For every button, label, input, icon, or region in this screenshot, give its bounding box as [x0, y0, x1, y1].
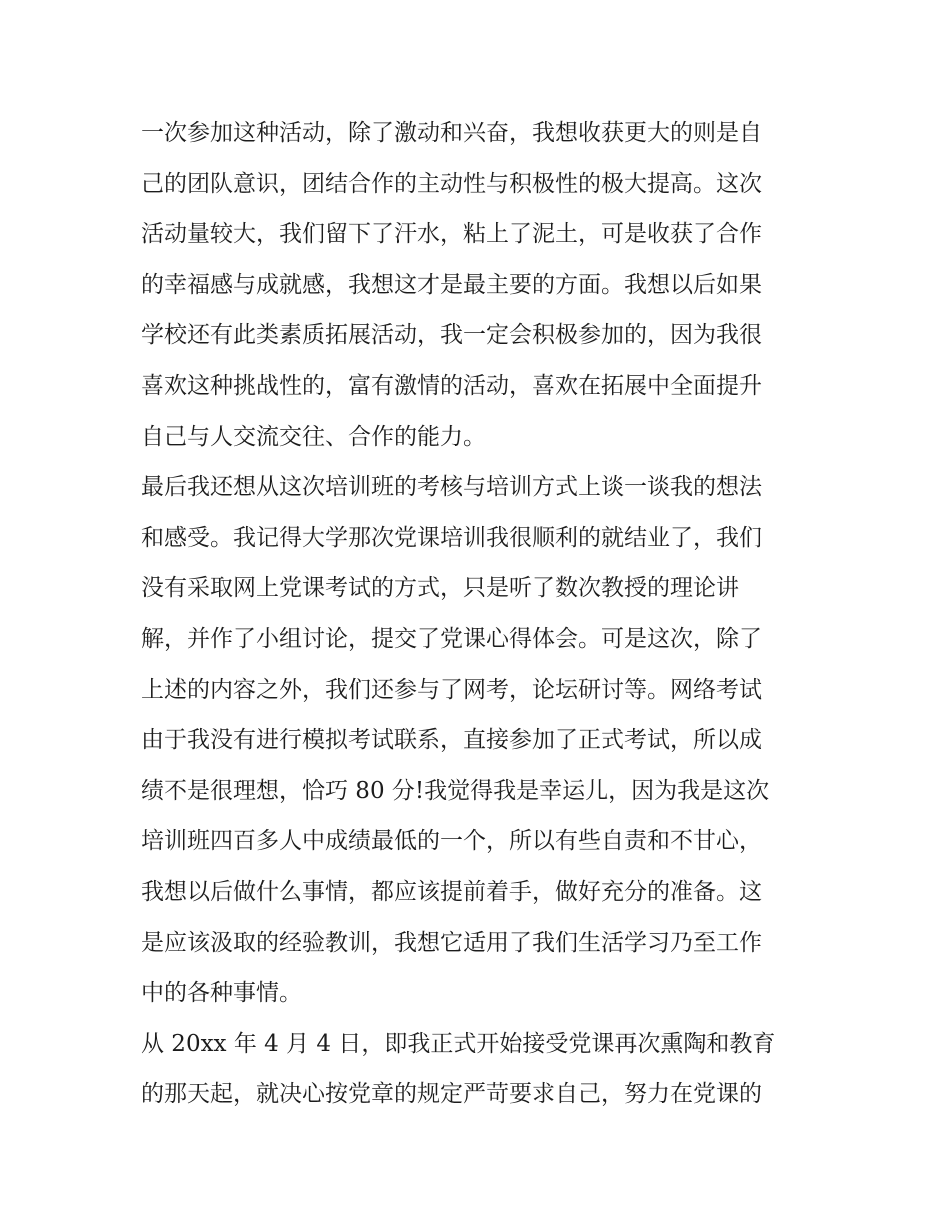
text-line: 活动量较大，我们留下了汗水，粘上了泥土，可是收获了合作: [141, 221, 762, 248]
text-line: 己的团队意识，团结合作的主动性与积极性的极大提高。这次: [141, 170, 762, 197]
text-line: 解，并作了小组讨论，提交了党课心得体会。可是这次，除了: [141, 625, 762, 652]
paragraph-1: [141, 108, 813, 462]
text-line: 由于我没有进行模拟考试联系，直接参加了正式考试，所以成: [141, 727, 762, 754]
text-line: 自己与人交流交往、合作的能力。: [141, 423, 486, 450]
text-line: 中的各种事情。: [141, 980, 302, 1007]
text-line: 从 20xx 年 4 月 4 日，即我正式开始接受党课再次熏陶和教育: [141, 1030, 776, 1057]
text-line: 我想以后做什么事情，都应该提前着手，做好充分的准备。这: [141, 878, 762, 905]
text-line: 学校还有此类素质拓展活动，我一定会积极参加的，因为我很: [141, 322, 762, 349]
text-line: 最后我还想从这次培训班的考核与培训方式上谈一谈我的想法: [141, 474, 762, 501]
paragraph-2: [141, 462, 813, 1019]
text-line: 培训班四百多人中成绩最低的一个，所以有些自责和不甘心，: [141, 828, 762, 855]
text-line: 绩不是很理想，恰巧 80 分!我觉得我是幸运儿，因为我是这次: [141, 777, 770, 804]
text-line: 喜欢这种挑战性的，富有激情的活动，喜欢在拓展中全面提升: [141, 372, 762, 399]
text-line: 上述的内容之外，我们还参与了网考，论坛研讨等。网络考试: [141, 676, 762, 703]
text-line: 没有采取网上党课考试的方式，只是听了数次教授的理论讲: [141, 575, 739, 602]
text-line: 一次参加这种活动，除了激动和兴奋，我想收获更大的则是自: [141, 120, 762, 146]
document-body: [141, 108, 813, 1120]
text-line: 是应该汲取的经验教训，我想它适用了我们生活学习乃至工作: [141, 929, 762, 956]
text-line: 的幸福感与成就感，我想这才是最主要的方面。我想以后如果: [141, 271, 762, 298]
text-line: 的那天起，就决心按党章的规定严苛要求自己，努力在党课的: [141, 1081, 762, 1108]
paragraph-3: [141, 1019, 813, 1120]
text-line: 和感受。我记得大学那次党课培训我很顺利的就结业了，我们: [141, 524, 762, 551]
